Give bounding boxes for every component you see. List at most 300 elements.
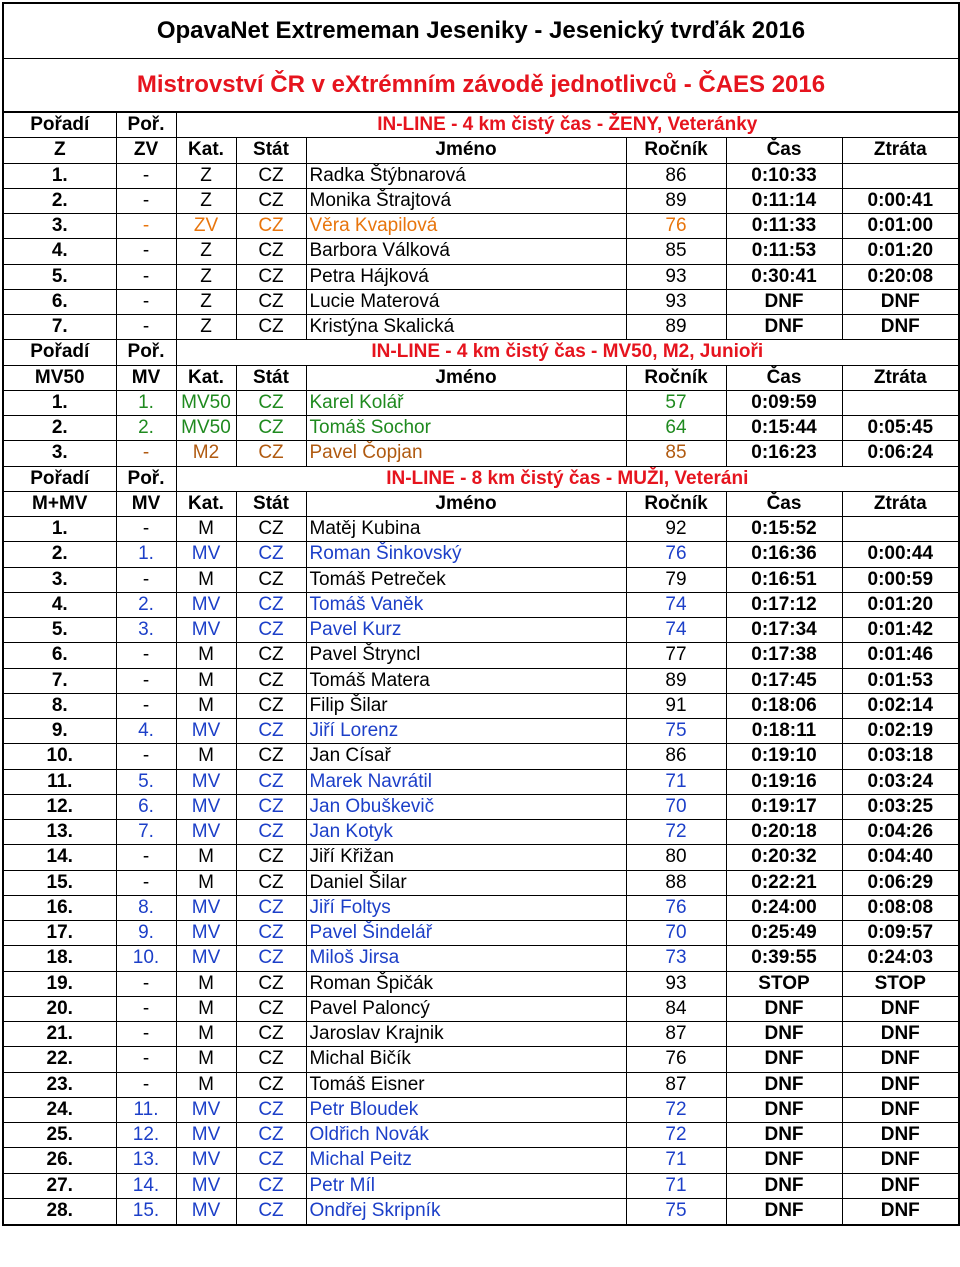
cell-rocnik: 76 (626, 895, 726, 920)
cell-cas: DNF (726, 1123, 842, 1148)
cell-cas: 0:25:49 (726, 921, 842, 946)
table-row (4, 390, 958, 415)
cell-kat: MV (176, 921, 236, 946)
cell-ztrata: 0:00:41 (842, 188, 958, 213)
col-header-kat: Kat. (176, 491, 236, 516)
cell-poradi: 24. (4, 1097, 116, 1122)
cell-rocnik: 71 (626, 769, 726, 794)
cell-stat: CZ (236, 996, 306, 1021)
cell-cas: 0:19:17 (726, 794, 842, 819)
table-row (4, 315, 958, 340)
cell-kat: MV (176, 895, 236, 920)
cell-por: - (116, 289, 176, 314)
cell-por: - (116, 668, 176, 693)
cell-rocnik: 85 (626, 441, 726, 466)
cell-ztrata: 0:03:18 (842, 744, 958, 769)
cell-por: 9. (116, 921, 176, 946)
cell-rocnik: 87 (626, 1022, 726, 1047)
cell-poradi: 10. (4, 744, 116, 769)
cell-ztrata (842, 517, 958, 542)
cell-jmeno: Radka Štýbnarová (306, 163, 626, 188)
cell-stat: CZ (236, 567, 306, 592)
cell-por: 10. (116, 946, 176, 971)
cell-jmeno: Jan Kotyk (306, 820, 626, 845)
cell-stat: CZ (236, 289, 306, 314)
section-title-row (4, 340, 958, 365)
cell-jmeno: Tomáš Sochor (306, 416, 626, 441)
cell-rocnik: 74 (626, 618, 726, 643)
cell-por: - (116, 870, 176, 895)
table-row (4, 769, 958, 794)
cell-por: - (116, 971, 176, 996)
cell-poradi: 5. (4, 618, 116, 643)
cell-kat: M (176, 668, 236, 693)
cell-kat: M (176, 744, 236, 769)
cell-rocnik: 64 (626, 416, 726, 441)
cell-cas: 0:16:51 (726, 567, 842, 592)
cell-jmeno: Tomáš Eisner (306, 1072, 626, 1097)
cell-por: 6. (116, 794, 176, 819)
cell-ztrata: 0:01:53 (842, 668, 958, 693)
cell-ztrata: 0:03:24 (842, 769, 958, 794)
cell-por: 12. (116, 1123, 176, 1148)
table-row (4, 517, 958, 542)
cell-por: - (116, 996, 176, 1021)
cell-por: - (116, 1047, 176, 1072)
cell-rocnik: 80 (626, 845, 726, 870)
cell-jmeno: Michal Peitz (306, 1148, 626, 1173)
cell-kat: MV (176, 618, 236, 643)
cell-jmeno: Monika Štrajtová (306, 188, 626, 213)
page-subtitle: Mistrovství ČR v eXtrémním závodě jednotlivců - ČAES 2016 (4, 59, 958, 112)
cell-por: - (116, 315, 176, 340)
cell-ztrata: 0:01:20 (842, 592, 958, 617)
cell-poradi: 14. (4, 845, 116, 870)
cell-jmeno: Barbora Válková (306, 239, 626, 264)
cell-poradi: 21. (4, 1022, 116, 1047)
cell-poradi: 8. (4, 693, 116, 718)
cell-ztrata: 0:01:46 (842, 643, 958, 668)
cell-cas: 0:22:21 (726, 870, 842, 895)
cell-ztrata: 0:20:08 (842, 264, 958, 289)
cell-stat: CZ (236, 769, 306, 794)
results-table (4, 112, 958, 1224)
cell-stat: CZ (236, 744, 306, 769)
cell-jmeno: Roman Špičák (306, 971, 626, 996)
cell-kat: Z (176, 163, 236, 188)
cell-kat: M (176, 517, 236, 542)
cell-kat: M (176, 1072, 236, 1097)
cell-poradi: 2. (4, 542, 116, 567)
cell-poradi: 28. (4, 1198, 116, 1223)
table-row (4, 1072, 958, 1097)
cell-stat: CZ (236, 1022, 306, 1047)
table-row (4, 289, 958, 314)
cell-por: - (116, 567, 176, 592)
cell-rocnik: 89 (626, 315, 726, 340)
table-row (4, 239, 958, 264)
cell-ztrata: DNF (842, 1097, 958, 1122)
cell-poradi: 9. (4, 719, 116, 744)
column-header-row (4, 365, 958, 390)
cell-rocnik: 88 (626, 870, 726, 895)
cell-poradi: 15. (4, 870, 116, 895)
column-header-row (4, 138, 958, 163)
cell-rocnik: 89 (626, 188, 726, 213)
cell-cas: STOP (726, 971, 842, 996)
cell-cas: 0:11:53 (726, 239, 842, 264)
cell-cas: DNF (726, 289, 842, 314)
cell-ztrata: 0:06:24 (842, 441, 958, 466)
col-header-jmeno: Jméno (306, 491, 626, 516)
cell-kat: M (176, 1047, 236, 1072)
col-header-jmeno: Jméno (306, 365, 626, 390)
cell-kat: M (176, 971, 236, 996)
cell-ztrata: 0:01:42 (842, 618, 958, 643)
cell-stat: CZ (236, 1047, 306, 1072)
cell-stat: CZ (236, 845, 306, 870)
cell-ztrata: 0:24:03 (842, 946, 958, 971)
section-heading: IN-LINE - 4 km čistý čas - ŽENY, Veteránky (176, 113, 958, 138)
cell-kat: Z (176, 188, 236, 213)
table-row (4, 592, 958, 617)
cell-jmeno: Věra Kvapilová (306, 214, 626, 239)
col-header-ztrata: Ztráta (842, 491, 958, 516)
cell-kat: MV (176, 1173, 236, 1198)
cell-ztrata (842, 390, 958, 415)
cell-cas: DNF (726, 1047, 842, 1072)
cell-poradi: 26. (4, 1148, 116, 1173)
cell-jmeno: Petr Míl (306, 1173, 626, 1198)
page-title: OpavaNet Extrememan Jeseniky - Jesenický tvrďák 2016 (4, 4, 958, 59)
col-header-rocnik: Ročník (626, 491, 726, 516)
cell-stat: CZ (236, 1173, 306, 1198)
cell-jmeno: Tomáš Vaněk (306, 592, 626, 617)
cell-poradi: 4. (4, 592, 116, 617)
cell-por: - (116, 163, 176, 188)
cell-ztrata: 0:02:14 (842, 693, 958, 718)
cell-cas: 0:11:14 (726, 188, 842, 213)
table-row (4, 163, 958, 188)
col-header-stat: Stát (236, 491, 306, 516)
cell-rocnik: 70 (626, 921, 726, 946)
cell-por: 2. (116, 592, 176, 617)
col-header-stat: Stát (236, 138, 306, 163)
col-header-category-rank: Z (4, 138, 116, 163)
cell-cas: 0:09:59 (726, 390, 842, 415)
cell-ztrata: DNF (842, 1022, 958, 1047)
col-header-category-rank: M+MV (4, 491, 116, 516)
cell-rocnik: 93 (626, 264, 726, 289)
cell-jmeno: Jiří Lorenz (306, 719, 626, 744)
cell-cas: DNF (726, 996, 842, 1021)
cell-poradi: 25. (4, 1123, 116, 1148)
column-header-row (4, 491, 958, 516)
col-header-sub-rank: MV (116, 365, 176, 390)
cell-kat: MV50 (176, 390, 236, 415)
cell-cas: 0:10:33 (726, 163, 842, 188)
cell-cas: 0:20:32 (726, 845, 842, 870)
cell-cas: DNF (726, 315, 842, 340)
cell-jmeno: Karel Kolář (306, 390, 626, 415)
cell-stat: CZ (236, 315, 306, 340)
cell-por: - (116, 214, 176, 239)
cell-por: 5. (116, 769, 176, 794)
poradi-label: Pořadí (4, 466, 116, 491)
cell-por: - (116, 693, 176, 718)
cell-rocnik: 79 (626, 567, 726, 592)
table-row (4, 1198, 958, 1223)
table-row (4, 719, 958, 744)
cell-kat: MV (176, 1123, 236, 1148)
cell-ztrata: DNF (842, 1047, 958, 1072)
cell-poradi: 2. (4, 188, 116, 213)
cell-stat: CZ (236, 1198, 306, 1223)
cell-cas: 0:30:41 (726, 264, 842, 289)
cell-ztrata: DNF (842, 1072, 958, 1097)
cell-rocnik: 87 (626, 1072, 726, 1097)
cell-poradi: 20. (4, 996, 116, 1021)
cell-cas: 0:17:34 (726, 618, 842, 643)
cell-por: - (116, 239, 176, 264)
cell-cas: 0:20:18 (726, 820, 842, 845)
cell-kat: MV (176, 592, 236, 617)
cell-por: 11. (116, 1097, 176, 1122)
cell-kat: M (176, 693, 236, 718)
cell-ztrata: DNF (842, 289, 958, 314)
cell-rocnik: 70 (626, 794, 726, 819)
cell-ztrata: DNF (842, 1198, 958, 1223)
cell-kat: M (176, 567, 236, 592)
cell-stat: CZ (236, 592, 306, 617)
table-row (4, 794, 958, 819)
cell-rocnik: 86 (626, 163, 726, 188)
col-header-rocnik: Ročník (626, 365, 726, 390)
col-header-ztrata: Ztráta (842, 365, 958, 390)
cell-jmeno: Matěj Kubina (306, 517, 626, 542)
cell-stat: CZ (236, 895, 306, 920)
cell-cas: 0:39:55 (726, 946, 842, 971)
cell-poradi: 7. (4, 315, 116, 340)
cell-stat: CZ (236, 719, 306, 744)
cell-stat: CZ (236, 1072, 306, 1097)
cell-poradi: 23. (4, 1072, 116, 1097)
cell-stat: CZ (236, 1097, 306, 1122)
cell-ztrata: 0:05:45 (842, 416, 958, 441)
cell-rocnik: 73 (626, 946, 726, 971)
cell-jmeno: Miloš Jirsa (306, 946, 626, 971)
cell-poradi: 18. (4, 946, 116, 971)
cell-por: 13. (116, 1148, 176, 1173)
col-header-cas: Čas (726, 138, 842, 163)
cell-poradi: 1. (4, 390, 116, 415)
col-header-ztrata: Ztráta (842, 138, 958, 163)
cell-cas: 0:17:45 (726, 668, 842, 693)
table-row (4, 618, 958, 643)
por-label: Poř. (116, 113, 176, 138)
cell-kat: M (176, 643, 236, 668)
cell-jmeno: Filip Šilar (306, 693, 626, 718)
cell-poradi: 22. (4, 1047, 116, 1072)
cell-poradi: 3. (4, 567, 116, 592)
cell-jmeno: Marek Navrátil (306, 769, 626, 794)
cell-kat: MV (176, 719, 236, 744)
cell-stat: CZ (236, 542, 306, 567)
cell-stat: CZ (236, 214, 306, 239)
cell-jmeno: Kristýna Skalická (306, 315, 626, 340)
section-heading: IN-LINE - 4 km čistý čas - MV50, M2, Junioři (176, 340, 958, 365)
cell-stat: CZ (236, 517, 306, 542)
table-row (4, 643, 958, 668)
cell-rocnik: 77 (626, 643, 726, 668)
table-row (4, 1148, 958, 1173)
cell-stat: CZ (236, 1123, 306, 1148)
col-header-jmeno: Jméno (306, 138, 626, 163)
table-row (4, 542, 958, 567)
cell-kat: MV (176, 769, 236, 794)
cell-jmeno: Tomáš Matera (306, 668, 626, 693)
table-row (4, 895, 958, 920)
cell-cas: 0:18:11 (726, 719, 842, 744)
cell-jmeno: Jaroslav Krajnik (306, 1022, 626, 1047)
cell-jmeno: Ondřej Skripník (306, 1198, 626, 1223)
cell-stat: CZ (236, 668, 306, 693)
cell-por: - (116, 1072, 176, 1097)
cell-stat: CZ (236, 416, 306, 441)
cell-por: 15. (116, 1198, 176, 1223)
cell-jmeno: Lucie Materová (306, 289, 626, 314)
cell-poradi: 4. (4, 239, 116, 264)
section-title-row (4, 113, 958, 138)
cell-poradi: 27. (4, 1173, 116, 1198)
table-row (4, 668, 958, 693)
table-row (4, 1022, 958, 1047)
cell-jmeno: Daniel Šilar (306, 870, 626, 895)
cell-cas: 0:18:06 (726, 693, 842, 718)
cell-rocnik: 72 (626, 1123, 726, 1148)
cell-ztrata (842, 163, 958, 188)
cell-poradi: 11. (4, 769, 116, 794)
cell-cas: DNF (726, 1022, 842, 1047)
cell-stat: CZ (236, 693, 306, 718)
cell-kat: MV (176, 1198, 236, 1223)
cell-poradi: 3. (4, 214, 116, 239)
cell-jmeno: Petr Bloudek (306, 1097, 626, 1122)
table-row (4, 188, 958, 213)
cell-cas: 0:17:12 (726, 592, 842, 617)
cell-ztrata: 0:01:20 (842, 239, 958, 264)
cell-rocnik: 89 (626, 668, 726, 693)
cell-jmeno: Pavel Čopjan (306, 441, 626, 466)
cell-por: - (116, 517, 176, 542)
cell-cas: 0:19:16 (726, 769, 842, 794)
cell-ztrata: 0:06:29 (842, 870, 958, 895)
cell-kat: MV (176, 794, 236, 819)
cell-ztrata: 0:03:25 (842, 794, 958, 819)
cell-cas: 0:16:36 (726, 542, 842, 567)
cell-por: - (116, 188, 176, 213)
cell-poradi: 6. (4, 289, 116, 314)
table-row (4, 870, 958, 895)
cell-jmeno: Jiří Křižan (306, 845, 626, 870)
table-row (4, 441, 958, 466)
cell-rocnik: 75 (626, 719, 726, 744)
cell-rocnik: 86 (626, 744, 726, 769)
col-header-kat: Kat. (176, 365, 236, 390)
cell-ztrata: 0:01:00 (842, 214, 958, 239)
cell-rocnik: 72 (626, 1097, 726, 1122)
cell-rocnik: 84 (626, 996, 726, 1021)
cell-jmeno: Pavel Paloncý (306, 996, 626, 1021)
col-header-rocnik: Ročník (626, 138, 726, 163)
cell-jmeno: Petra Hájková (306, 264, 626, 289)
cell-stat: CZ (236, 618, 306, 643)
table-row (4, 946, 958, 971)
cell-por: 7. (116, 820, 176, 845)
cell-cas: 0:11:33 (726, 214, 842, 239)
cell-stat: CZ (236, 239, 306, 264)
cell-kat: Z (176, 315, 236, 340)
cell-kat: M (176, 870, 236, 895)
cell-jmeno: Pavel Kurz (306, 618, 626, 643)
cell-jmeno: Michal Bičík (306, 1047, 626, 1072)
cell-cas: DNF (726, 1173, 842, 1198)
cell-rocnik: 71 (626, 1148, 726, 1173)
cell-rocnik: 75 (626, 1198, 726, 1223)
cell-kat: M (176, 1022, 236, 1047)
cell-jmeno: Tomáš Petreček (306, 567, 626, 592)
cell-stat: CZ (236, 921, 306, 946)
table-row (4, 1123, 958, 1148)
cell-jmeno: Oldřich Novák (306, 1123, 626, 1148)
cell-jmeno: Pavel Štryncl (306, 643, 626, 668)
cell-rocnik: 76 (626, 1047, 726, 1072)
cell-poradi: 16. (4, 895, 116, 920)
cell-ztrata: DNF (842, 1173, 958, 1198)
cell-por: 3. (116, 618, 176, 643)
cell-rocnik: 92 (626, 517, 726, 542)
cell-jmeno: Pavel Šindelář (306, 921, 626, 946)
cell-por: - (116, 1022, 176, 1047)
cell-ztrata: DNF (842, 996, 958, 1021)
cell-poradi: 17. (4, 921, 116, 946)
cell-por: 1. (116, 390, 176, 415)
cell-ztrata: 0:00:59 (842, 567, 958, 592)
cell-kat: MV (176, 946, 236, 971)
table-row (4, 567, 958, 592)
col-header-cas: Čas (726, 491, 842, 516)
table-row (4, 971, 958, 996)
cell-cas: DNF (726, 1148, 842, 1173)
cell-stat: CZ (236, 1148, 306, 1173)
cell-kat: Z (176, 239, 236, 264)
cell-ztrata: STOP (842, 971, 958, 996)
cell-cas: 0:16:23 (726, 441, 842, 466)
cell-cas: DNF (726, 1097, 842, 1122)
cell-rocnik: 74 (626, 592, 726, 617)
cell-ztrata: 0:02:19 (842, 719, 958, 744)
cell-rocnik: 76 (626, 542, 726, 567)
cell-jmeno: Jiří Foltys (306, 895, 626, 920)
cell-poradi: 3. (4, 441, 116, 466)
cell-poradi: 19. (4, 971, 116, 996)
cell-stat: CZ (236, 188, 306, 213)
cell-por: - (116, 441, 176, 466)
cell-kat: MV50 (176, 416, 236, 441)
cell-ztrata: DNF (842, 1148, 958, 1173)
cell-kat: MV (176, 820, 236, 845)
poradi-label: Pořadí (4, 113, 116, 138)
